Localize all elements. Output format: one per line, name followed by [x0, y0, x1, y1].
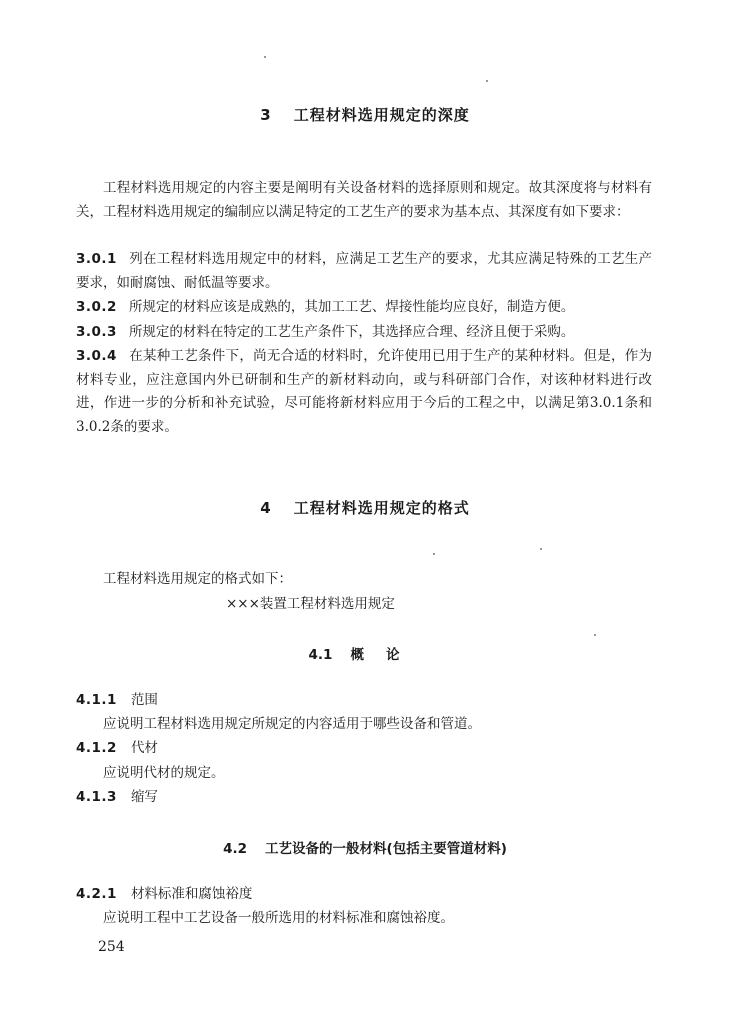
- scan-speck: [486, 80, 488, 82]
- chapter-4-heading: [0, 497, 730, 518]
- item-number: 4.1.1: [76, 692, 117, 708]
- item-4-2-1: [76, 884, 252, 904]
- item-4-2-1-desc: 应说明工程中工艺设备一般所选用的材料标准和腐蚀裕度。: [103, 910, 454, 926]
- scan-speck: [594, 634, 596, 636]
- clause-3-0-1: [76, 248, 652, 295]
- item-number: 4.2.1: [76, 886, 117, 902]
- item-title: 范围: [130, 692, 158, 708]
- item-4-1-1: [76, 690, 158, 710]
- chapter-number: 4: [260, 499, 272, 517]
- section-title: 工艺设备的一般材料(包括主要管道材料): [265, 841, 507, 857]
- chapter-title: 工程材料选用规定的深度: [293, 106, 470, 124]
- chapter-3-intro: 工程材料选用规定的内容主要是阐明有关设备材料的选择原则和规定。故其深度将与材料有关，工程材料选用规定的编制应以满足特定的工艺生产的要求为基本点、其深度有如下要求：: [76, 180, 652, 220]
- clause-3-0-2: [76, 296, 652, 320]
- item-4-1-2-desc: 应说明代材的规定。: [103, 765, 225, 781]
- clause-text: 在某种工艺条件下，尚无合适的材料时，允许使用已用于生产的某种材料。但是，作为材料专业，应注意国内外已研制和生产的新材料动向，或与科研部门合作，对该种材料进行改进，作进一步的分析和补充试验，尽可能将新材料应用于今后的工程之中，以满足第3.0.1条和3.0.2条的要求。: [76, 348, 652, 435]
- item-title: 缩写: [130, 789, 158, 805]
- chapter-3-heading: [0, 104, 730, 125]
- clause-text: 所规定的材料应该是成熟的，其加工工艺、焊接性能均应良好，制造方便。: [128, 299, 575, 315]
- item-number: 4.1.3: [76, 789, 117, 805]
- item-number: 4.1.2: [76, 740, 117, 756]
- section-title: 概论: [350, 647, 422, 663]
- section-4-1-heading: [0, 643, 730, 663]
- item-4-1-1-desc: 应说明工程材料选用规定所规定的内容适用于哪些设备和管道。: [103, 716, 481, 732]
- item-4-1-3: [76, 787, 158, 807]
- item-4-1-2: [76, 738, 158, 758]
- scan-speck: [264, 56, 266, 58]
- page-number: 254: [98, 939, 125, 955]
- scan-speck: [540, 548, 542, 550]
- chapter-4-intro: 工程材料选用规定的格式如下：: [103, 571, 292, 587]
- section-number: 4.2: [223, 841, 248, 857]
- clause-number: 3.0.3: [76, 324, 117, 340]
- item-title: 材料标准和腐蚀裕度: [130, 886, 253, 902]
- chapter-number: 3: [260, 106, 272, 124]
- clause-text: 所规定的材料在特定的工艺生产条件下，其选择应合理、经济且便于采购。: [128, 324, 575, 340]
- format-title: ×××装置工程材料选用规定: [226, 596, 395, 612]
- section-4-2-heading: [0, 837, 730, 857]
- clause-number: 3.0.1: [76, 251, 117, 267]
- item-title: 代材: [130, 740, 158, 756]
- scan-speck: [433, 553, 435, 555]
- section-number: 4.1: [308, 647, 333, 663]
- clause-text: 列在工程材料选用规定中的材料，应满足工艺生产的要求，尤其应满足特殊的工艺生产要求，如耐腐蚀、耐低温等要求。: [76, 251, 652, 291]
- clause-number: 3.0.2: [76, 299, 117, 315]
- clause-3-0-4: [76, 345, 652, 439]
- clause-number: 3.0.4: [76, 348, 117, 364]
- clause-3-0-3: [76, 321, 652, 345]
- chapter-title: 工程材料选用规定的格式: [293, 499, 470, 517]
